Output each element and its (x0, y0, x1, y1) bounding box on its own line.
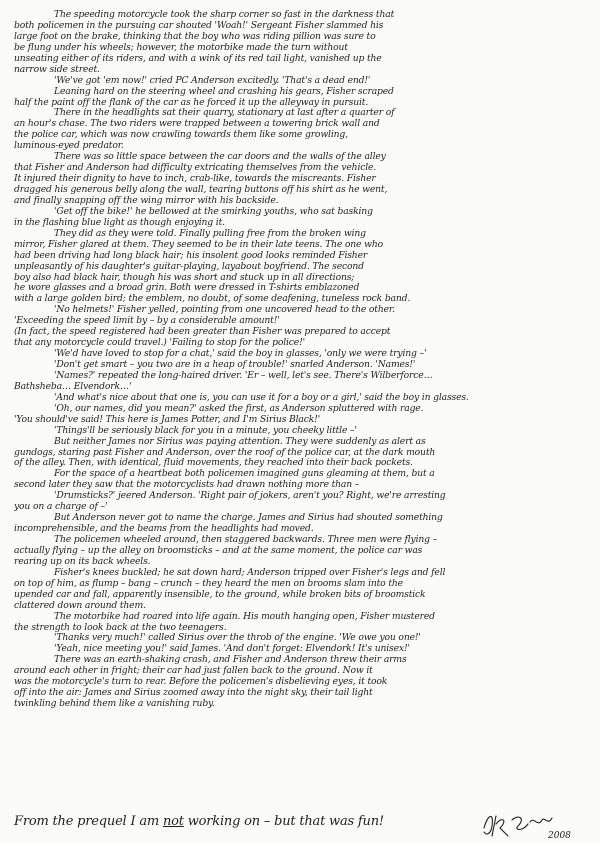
text-line: 'And what's nice about that one is, you can use it for a boy or a girl,' said the boy in glasses. (54, 392, 469, 403)
text-line: 'Drumsticks?' jeered Anderson. 'Right pair of jokers, aren't you? Right, we're arresting (54, 491, 446, 502)
text-line: with a large golden bird; the emblem, no doubt, of some deafening, tuneless rock band. (14, 294, 411, 305)
text-line: incomprehensible, and the beams from the headlights had moved. (14, 524, 314, 535)
text-line: in the flashing blue light as though enjoying it. (14, 217, 225, 228)
text-line: both policemen in the pursuing car shouted 'Woah!' Sergeant Fisher slammed his (14, 20, 384, 31)
text-line: second later they saw that the motorcyclists had drawn nothing more than – (14, 480, 360, 491)
text-line: 'Names?' repeated the long-haired driver. 'Er – well, let's see. There's Wilberforce… (54, 370, 433, 381)
text-line: narrow side street. (14, 64, 100, 75)
text-line: of the alley. Then, with identical, fluid movements, they reached into their back pockets. (14, 458, 413, 469)
text-line: twinkling behind them like a vanishing ruby. (14, 699, 215, 710)
author-signature (478, 806, 588, 842)
text-line: There was so little space between the car doors and the walls of the alley (54, 152, 386, 163)
text-line: was the motorcycle's turn to rear. Before the policemen's disbelieving eyes, it took (14, 677, 388, 688)
text-line: had been driving had long black hair; his insolent good looks reminded Fisher (14, 250, 368, 261)
text-line: he wore glasses and a broad grin. Both were dressed in T-shirts emblazoned (14, 283, 360, 294)
text-line: unpleasantly of his daughter's guitar-playing, layabout boyfriend. The second (14, 261, 364, 272)
footer-note (14, 814, 384, 830)
text-line: Fisher's knees buckled; he sat down hard; Anderson tripped over Fisher's legs and fell (54, 567, 446, 578)
text-line: 'Oh, our names, did you mean?' asked the first, as Anderson spluttered with rage. (54, 403, 424, 414)
text-line: But Anderson never got to name the charge. James and Sirius had shouted something (54, 513, 443, 524)
text-line: But neither James nor Sirius was paying attention. They were suddenly as alert as (54, 436, 426, 447)
text-line: 'You should've said! This here is James Potter, and I'm Sirius Black!' (14, 414, 321, 425)
text-line: off into the air: James and Sirius zoomed away into the night sky, their tail light (14, 688, 373, 699)
text-line: For the space of a heartbeat both policemen imagined guns gleaming at them, but a (54, 469, 435, 480)
text-line: Bathsheba… Elvendork…' (14, 381, 132, 392)
text-line: that Fisher and Anderson had difficulty extricating themselves from the vehicle. (14, 163, 377, 174)
text-line: large foot on the brake, thinking that the boy who was riding pillion was sure to (14, 31, 376, 42)
text-line: The speeding motorcycle took the sharp corner so fast in the darkness that (54, 10, 395, 20)
text-line: upended car and fall, apparently insensible, to the ground, while broken bits of broomstick (14, 589, 426, 600)
text-line: an hour's chase. The two riders were trapped between a towering brick wall and (14, 119, 380, 130)
text-line: luminous-eyed predator. (14, 141, 124, 152)
signature-scribble (478, 806, 588, 842)
text-line: 'We've got 'em now!' cried PC Anderson excitedly. 'That's a dead end!' (54, 75, 371, 86)
text-line: 'Thanks very much!' called Sirius over the throb of the engine. 'We owe you one!' (54, 633, 421, 644)
text-line: and finally snapping off the wing mirror with his backside. (14, 195, 279, 206)
text-line: 'Things'll be seriously black for you in a minute, you cheeky little –' (54, 425, 357, 436)
text-line: It injured their dignity to have to inch, crab-like, towards the miscreants. Fisher (14, 174, 376, 185)
text-line: actually flying – up the alley on broomsticks – and at the same moment, the police car was (14, 545, 423, 556)
text-line: The motorbike had roared into life again. His mouth hanging open, Fisher mustered (54, 611, 435, 622)
text-line: 'Exceeding the speed limit by – by a considerable amount!' (14, 316, 280, 327)
manuscript-text (14, 10, 586, 710)
text-line: mirror, Fisher glared at them. They seemed to be in their late teens. The one who (14, 239, 383, 250)
text-line: the strength to look back at the two teenagers. (14, 622, 227, 633)
text-line: 'Don't get smart – you two are in a heap of trouble!' snarled Anderson. 'Names!' (54, 360, 416, 370)
text-line: gundogs, staring past Fisher and Anderson, over the roof of the police car, at the dark mouth (14, 447, 436, 458)
text-line: clattered down around them. (14, 600, 146, 611)
text-line: dragged his generous belly along the wall, tearing buttons off his shirt as he went, (14, 185, 388, 195)
text-line: rearing up on its back wheels. (14, 556, 151, 567)
text-line: 'Yeah, nice meeting you!' said James. 'And don't forget: Elvendork! It's unisex!' (54, 644, 410, 655)
signature-year: 2008 (548, 831, 571, 841)
text-line: (In fact, the speed registered had been greater than Fisher was prepared to accept (14, 327, 391, 338)
text-line: 'No helmets!' Fisher yelled, pointing from one uncovered head to the other. (54, 305, 395, 316)
text-line: be flung under his wheels; however, the motorbike made the turn without (14, 42, 348, 53)
text-line: There in the headlights sat their quarry, stationary at last after a quarter of (54, 108, 395, 119)
footer-emphasis: not (162, 814, 184, 829)
text-line: around each other in fright; their car had just fallen back to the ground. Now it (14, 666, 373, 677)
text-line: you on a charge of –' (14, 502, 108, 513)
text-line: that any motorcycle could travel.) 'Failing to stop for the police!' (14, 338, 305, 349)
text-line: half the paint off the flank of the car as he forced it up the alleyway in pursuit. (14, 97, 369, 108)
text-line: boy also had black hair, though his was short and stuck up in all directions; (14, 272, 355, 283)
text-line: 'Get off the bike!' he bellowed at the smirking youths, who sat basking (54, 206, 373, 217)
text-line: the police car, which was now crawling towards them like some growling, (14, 130, 348, 141)
text-line: There was an earth-shaking crash, and Fisher and Anderson threw their arms (54, 655, 407, 666)
footer-text-after: working on – but that was fun! (183, 814, 384, 829)
text-line: 'We'd have loved to stop for a chat,' said the boy in glasses, 'only we were trying –' (54, 349, 427, 360)
text-line: The policemen wheeled around, then staggered backwards. Three men were flying – (54, 535, 438, 545)
text-line: They did as they were told. Finally pulling free from the broken wing (54, 228, 366, 239)
text-line: unseating either of its riders, and with a wink of its red tail light, vanished up the (14, 53, 382, 64)
footer-text-before: From the prequel I am (14, 814, 163, 829)
text-line: on top of him, as flump – bang – crunch – they heard the men on brooms slam into the (14, 578, 403, 589)
text-line: Leaning hard on the steering wheel and crashing his gears, Fisher scraped (54, 86, 394, 97)
